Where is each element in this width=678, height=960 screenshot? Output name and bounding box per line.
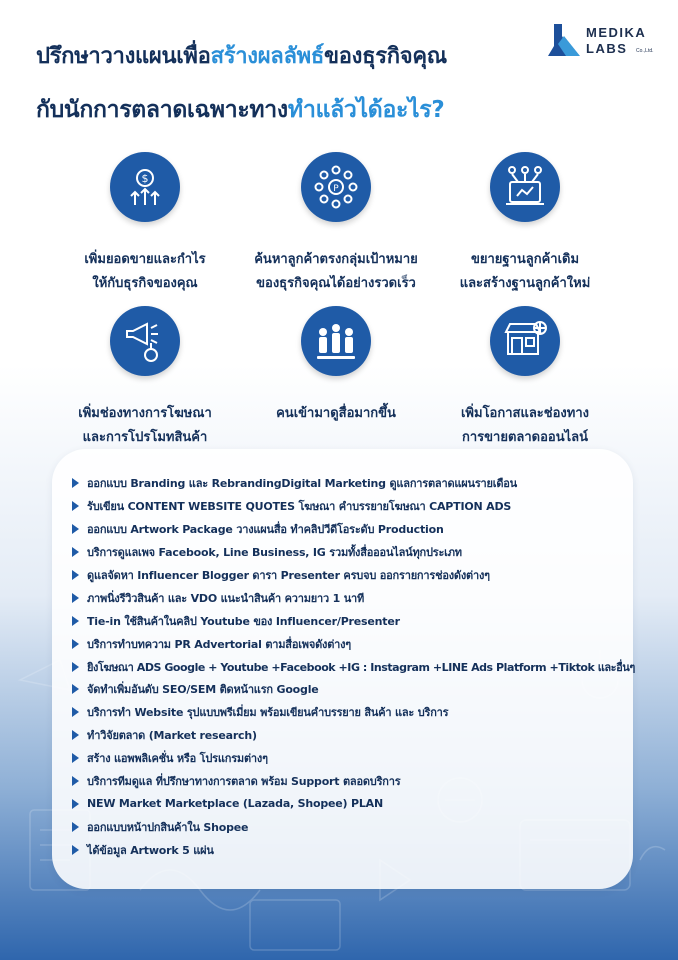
list-item: ภาพนิ่งรีวิวสินค้า และ VDO แนะนำสินค้า ความยาว 1 นาที xyxy=(72,586,635,609)
bullet-icon xyxy=(72,730,79,740)
list-item: รับเขียน CONTENT WEBSITE QUOTES โฆษณา คำบรรยายโฆษณา CAPTION ADS xyxy=(72,495,635,518)
bullet-icon xyxy=(72,501,79,511)
bullet-icon xyxy=(72,524,79,534)
bullet-icon xyxy=(72,662,79,672)
medika-labs-logo xyxy=(546,22,666,62)
services-list xyxy=(72,472,635,861)
feature-more-viewers xyxy=(231,306,441,426)
feature-1-line-2: ให้กับธุรกิจของคุณ xyxy=(92,276,198,291)
online-store-icon xyxy=(490,306,560,376)
feature-1-line-1: เพิ่มยอดขายและกำไร xyxy=(84,252,206,267)
feature-customer-base xyxy=(420,152,630,296)
feature-3-line-2: และสร้างฐานลูกค้าใหม่ xyxy=(459,276,591,291)
bullet-icon xyxy=(72,570,79,580)
feature-target-customers xyxy=(231,152,441,296)
list-item: บริการทีมดูแล ที่ปรึกษาทางการตลาด พร้อม Support ตลอดบริการ xyxy=(72,770,635,793)
list-item: ยิงโฆษณา ADS Google + Youtube +Facebook +IG : Instagram +LINE Ads Platform +Tiktok และอื่นๆ xyxy=(72,655,635,678)
bullet-icon xyxy=(72,753,79,763)
headline-line-1: ปรึกษาวางแผนเพื่อสร้างผลลัพธ์ของธุรกิจคุณ xyxy=(36,44,447,69)
headline-highlight-1: สร้างผลลัพธ์ xyxy=(210,44,324,69)
feature-4-line-2: และการโปรโมทสินค้า xyxy=(82,430,208,445)
feature-6-line-1: เพิ่มโอกาสและช่องทาง xyxy=(460,406,589,421)
target-network-icon xyxy=(301,152,371,222)
list-item: NEW Market Marketplace (Lazada, Shopee) PLAN xyxy=(72,792,635,815)
list-item: ออกแบบหน้าปกสินค้าใน Shopee xyxy=(72,815,635,838)
customer-base-icon xyxy=(490,152,560,222)
feature-3-line-1: ขยายฐานลูกค้าเดิม xyxy=(470,252,580,267)
list-item: บริการทำ Website รุปแบบพรีเมี่ยม พร้อมเขียนคำบรรยาย สินค้า และ บริการ xyxy=(72,701,635,724)
feature-advertising-channels xyxy=(40,306,250,450)
bullet-icon xyxy=(72,684,79,694)
bullet-icon xyxy=(72,822,79,832)
list-item: ออกแบบ Artwork Package วางแผนสื่อ ทำคลิปวีดีโอระดับ Production xyxy=(72,518,635,541)
bullet-icon xyxy=(72,593,79,603)
bullet-icon xyxy=(72,707,79,717)
list-item: สร้าง แอพพลิเคชั่น หรือ โปรแกรมต่างๆ xyxy=(72,747,635,770)
feature-sales-profit xyxy=(40,152,250,296)
headline-highlight-2: ทำแล้วได้อะไร? xyxy=(287,97,445,123)
feature-4-line-1: เพิ่มช่องทางการโฆษณา xyxy=(78,406,212,421)
bullet-icon xyxy=(72,776,79,786)
feature-2-line-1: ค้นหาลูกค้าตรงกลุ่มเป้าหมาย xyxy=(254,252,418,267)
logo-text-labs: LABS xyxy=(586,41,628,56)
bullet-icon xyxy=(72,616,79,626)
list-item: บริการดูแลเพจ Facebook, Line Business, IG รวมทั้งสื่อออนไลน์ทุกประเภท xyxy=(72,541,635,564)
feature-5-line-1: คนเข้ามาดูสื่อมากขึ้น xyxy=(276,406,396,421)
list-item: บริการทำบทความ PR Advertorial ตามสื่อเพจดังต่างๆ xyxy=(72,632,635,655)
list-item: ดูแลจัดหา Influencer Blogger ดารา Presenter ครบจบ ออกรายการช่องดังต่างๆ xyxy=(72,564,635,587)
bullet-icon xyxy=(72,639,79,649)
headline-line-2: กับนักการตลาดเฉพาะทางทำแล้วได้อะไร? xyxy=(36,97,445,123)
feature-online-sales xyxy=(420,306,630,450)
crowd-icon xyxy=(301,306,371,376)
feature-2-line-2: ของธุรกิจคุณได้อย่างรวดเร็ว xyxy=(256,276,416,291)
list-item: Tie-in ใช้สินค้าในคลิป Youtube ของ Influencer/Presenter xyxy=(72,609,635,632)
list-item: ได้ข้อมูล Artwork 5 แผ่น xyxy=(72,838,635,861)
bullet-icon xyxy=(72,478,79,488)
money-growth-icon xyxy=(110,152,180,222)
logo-text-suffix: Co.,Ltd. xyxy=(636,48,654,54)
logo-mark-icon xyxy=(546,22,582,60)
list-item: ออกแบบ Branding และ RebrandingDigital Marketing ดูแลการตลาดแผนรายเดือน xyxy=(72,472,635,495)
bullet-icon xyxy=(72,547,79,557)
logo-text-medika: MEDIKA xyxy=(586,25,647,40)
list-item: จัดทำเพิ่มอันดับ SEO/SEM ติดหน้าแรก Google xyxy=(72,678,635,701)
svg-text:P: P xyxy=(333,184,339,194)
bullet-icon xyxy=(72,799,79,809)
megaphone-icon xyxy=(110,306,180,376)
list-item: ทำวิจัยตลาด (Market research) xyxy=(72,724,635,747)
svg-text:$: $ xyxy=(141,172,149,185)
bullet-icon xyxy=(72,845,79,855)
feature-6-line-2: การขายตลาดออนไลน์ xyxy=(461,430,588,445)
